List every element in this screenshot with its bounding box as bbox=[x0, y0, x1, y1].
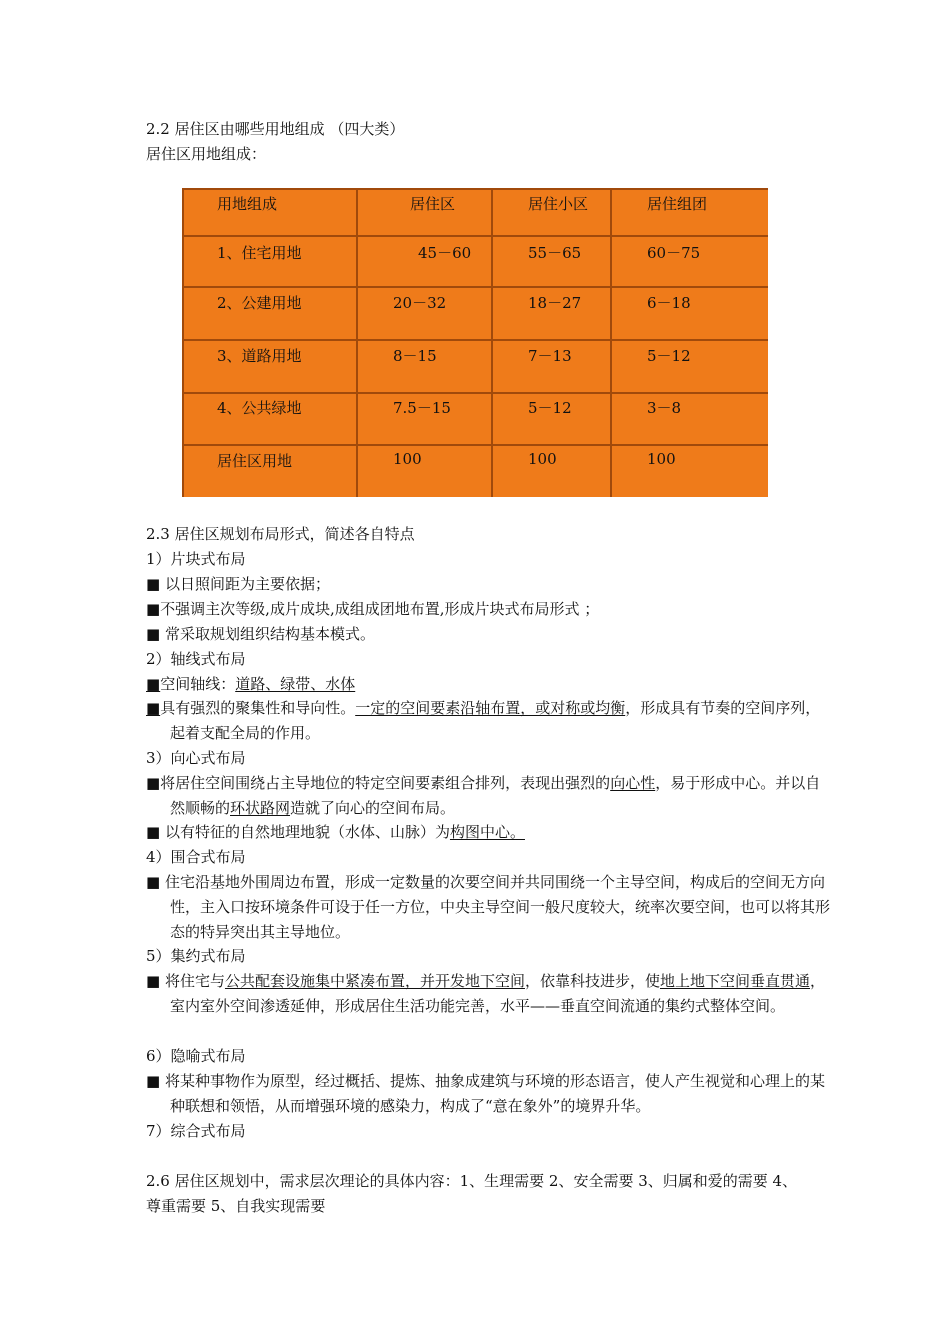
table-cell: 60－75 bbox=[647, 244, 701, 262]
table-cell: 8－15 bbox=[393, 347, 437, 365]
table-cell: 5－12 bbox=[647, 347, 691, 365]
layout-heading-5: 5）集约式布局 bbox=[146, 947, 246, 965]
table-cell: 3－8 bbox=[647, 399, 682, 417]
underlined-text: 构图中心。 bbox=[449, 823, 525, 841]
underlined-text: 向心性 bbox=[610, 774, 656, 792]
table-border bbox=[356, 188, 358, 497]
bullet-item: ■ 以日照间距为主要依据； bbox=[146, 575, 330, 593]
bullet-item: ■ 将某种事物作为原型，经过概括、提炼、抽象成建筑与环境的形态语言，使人产生视觉和心理上的某种联想和领悟，从而增强环境的感染力，构成了“意在象外”的境界升华。 bbox=[146, 1072, 825, 1115]
layout-heading-4: 4）围合式布局 bbox=[146, 848, 246, 866]
table-cell: 55－65 bbox=[528, 244, 582, 262]
table-border bbox=[491, 188, 493, 497]
bullet-item: ■空间轴线：道路、绿带、水体 bbox=[146, 675, 356, 693]
table-cell: 居住区用地 bbox=[217, 452, 293, 470]
table-cell: 6－18 bbox=[647, 294, 691, 312]
layout-heading-2: 2）轴线式布局 bbox=[146, 650, 246, 668]
bullet-item: ■ 住宅沿基地外围周边布置，形成一定数量的次要空间并共同围绕一个主导空间，构成后的空间无方向性，主入口按环境条件可设于任一方位，中央主导空间一般尺度较大，统率次要空间，也可以将其形态的特异突出其主导地位。 bbox=[146, 873, 831, 941]
layout-heading-3: 3）向心式布局 bbox=[146, 749, 246, 767]
bullet-item: ■不强调主次等级,成片成块,成组成团地布置,形成片块式布局形式 ； bbox=[146, 600, 600, 618]
section-2-2-subtitle: 居住区用地组成： bbox=[146, 145, 267, 163]
bullet-marker: ■ bbox=[146, 675, 161, 693]
table-cell: 100 bbox=[393, 450, 422, 468]
table-cell: 1、住宅用地 bbox=[217, 244, 302, 262]
table-cell: 5－12 bbox=[528, 399, 572, 417]
table-cell: 3、道路用地 bbox=[217, 347, 302, 365]
table-cell: 100 bbox=[528, 450, 557, 468]
bullet-item: ■ 以有特征的自然地理地貌（水体、山脉）为构图中心。 bbox=[146, 823, 525, 841]
section-2-6-text: 2.6 居住区规划中，需求层次理论的具体内容：1、生理需要 2、安全需要 3、归属和爱的需要 4、尊重需要 5、自我实现需要 bbox=[146, 1172, 798, 1215]
underlined-text: 公共配套设施集中紧凑布置，并开发地下空间 bbox=[224, 972, 525, 990]
bullet-item: ■ 常采取规划组织结构基本模式。 bbox=[146, 625, 375, 643]
layout-heading-6: 6）隐喻式布局 bbox=[146, 1047, 246, 1065]
table-header-cell: 居住小区 bbox=[528, 195, 589, 213]
underlined-text: 道路、绿带、水体 bbox=[235, 675, 356, 693]
table-cell: 20－32 bbox=[393, 294, 447, 312]
bullet-item: ■ 将住宅与公共配套设施集中紧凑布置，并开发地下空间，依靠科技进步，使地上地下空间垂直贯通，室内室外空间渗透延伸，形成居住生活功能完善，水平——垂直空间流通的集约式整体空间。 bbox=[146, 972, 826, 1015]
table-border bbox=[182, 235, 768, 237]
bullet-item: ■具有强烈的聚集性和导向性。一定的空间要素沿轴布置，或对称或均衡，形成具有节奏的空间序列，起着支配全局的作用。 bbox=[146, 699, 821, 742]
table-border bbox=[182, 188, 184, 497]
land-use-table bbox=[182, 188, 768, 497]
table-header-cell: 居住组团 bbox=[647, 195, 708, 213]
table-cell: 100 bbox=[647, 450, 676, 468]
section-2-2-title: 2.2 居住区由哪些用地组成 （四大类） bbox=[146, 120, 405, 138]
bullet-item: ■将居住空间围绕占主导地位的特定空间要素组合排列，表现出强烈的向心性，易于形成中心。并以自然顺畅的环状路网造就了向心的空间布局。 bbox=[146, 774, 821, 817]
table-header-cell: 用地组成 bbox=[217, 195, 278, 213]
table-border bbox=[182, 444, 768, 446]
table-cell: 18－27 bbox=[528, 294, 582, 312]
table-header-cell: 居住区 bbox=[410, 195, 456, 213]
table-border bbox=[182, 286, 768, 288]
table-cell: 7.5－15 bbox=[393, 399, 451, 417]
table-border bbox=[182, 339, 768, 341]
table-cell: 7－13 bbox=[528, 347, 572, 365]
table-border bbox=[182, 392, 768, 394]
underlined-text: 一定的空间要素沿轴布置，或对称或均衡 bbox=[355, 699, 626, 717]
table-border bbox=[182, 188, 768, 190]
underlined-text: 地上地下空间垂直贯通 bbox=[659, 972, 810, 990]
layout-heading-7: 7）综合式布局 bbox=[146, 1122, 246, 1140]
bullet-marker: ■ bbox=[146, 699, 161, 717]
section-2-3-title: 2.3 居住区规划布局形式，简述各自特点 bbox=[146, 525, 415, 543]
table-cell: 45－60 bbox=[418, 244, 472, 262]
table-cell: 4、公共绿地 bbox=[217, 399, 302, 417]
table-cell: 2、公建用地 bbox=[217, 294, 302, 312]
layout-heading-1: 1）片块式布局 bbox=[146, 550, 246, 568]
table-border bbox=[610, 188, 612, 497]
underlined-text: 环状路网 bbox=[230, 799, 291, 817]
